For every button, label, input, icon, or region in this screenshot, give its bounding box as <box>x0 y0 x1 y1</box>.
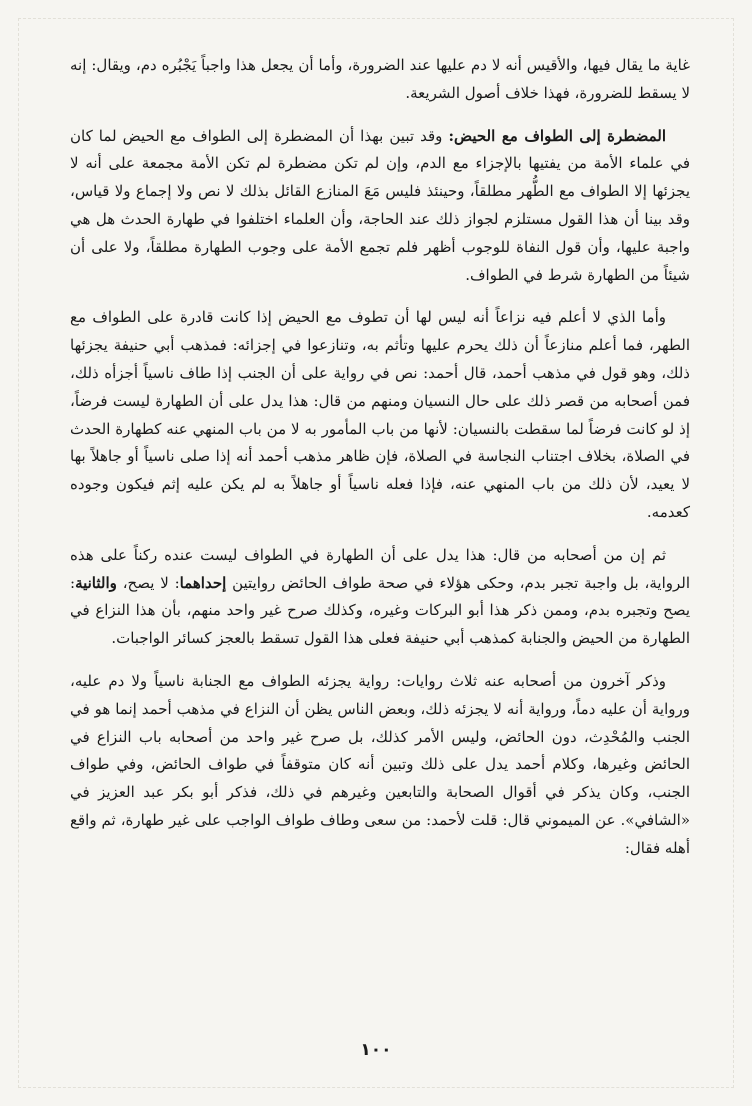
paragraph-p1 <box>70 52 690 108</box>
bold-heading: المضطرة إلى الطواف مع الحيض: <box>448 126 666 145</box>
paragraph-text: وأما الذي لا أعلم فيه نزاعاً أنه ليس لها أن تطوف مع الحيض إذا كانت قادرة على الطواف مع الطهر، فما أعلم منازعاً أن ذلك يحرم عليها وتأثم به، وتنازعوا في إجزائه: فمذهب أبي حنيفة يجزئها ذلك، وهو قول في مذهب أحمد، قال أحمد: نص في رواية على أن الجنب إذا طاف ناسياً أجزأه ذلك، فمن أصحابه من قصر ذلك على حال النسيان ومنهم من قال: هذا يدل على أن الطهارة ليست فرضاً، إذ لو كانت فرضاً لما سقطت بالنسيان: لأنها من باب المأمور به لا من باب المنهي عنه كطهارة الحدث في الصلاة، بخلاف اجتناب النجاسة في الصلاة، فإن ظاهر مذهب أحمد أنه إذا صلى ناسياً أو جاهلاً بها لا يعيد، لأن ذلك من باب المنهي عنه، فإذا فعله ناسياً أو جاهلاً به لم يكن عليه إثم فيكون وجوده كعدمه. <box>70 308 690 521</box>
page-number: ١٠٠ <box>360 1040 392 1060</box>
bold-heading: والثانية <box>75 573 117 592</box>
paragraph-text: غاية ما يقال فيها، والأقيس أنه لا دم عليها عند الضرورة، وأما أن يجعل هذا واجباً يَجْبُره دم، ويقال: إنه لا يسقط للضرورة، فهذا خلاف أصول الشريعة. <box>70 56 690 102</box>
paragraph-text: : يصح وتجبره بدم، وممن ذكر هذا أبو البركات وغيره، وكذلك صرح غير واحد منهم، بأن هذا النزاع في الطهارة من الحيض والجنابة كمذهب أبي حنيفة فعلى هذا القول تسقط بالعجز كسائر الواجبات. <box>70 573 690 648</box>
paragraph-text: وذكر آخرون من أصحابه عنه ثلاث روايات: رواية يجزئه الطواف مع الجنابة ناسياً ولا دم عليه، ورواية أن عليه دماً، ورواية أنه لا يجزئه ذلك، وبعض الناس يظن أن النزاع في مذهب أحمد إنما هو في الجنب والمُحْدِث، دون الحائض، وليس الأمر كذلك، بل صرح غير واحد من أصحابه باب النزاع في الحائض وغيرها، وكلام أحمد يدل على ذلك وتبين أنه كان متوقفاً في طواف الحائض، وفي طواف الجنب، وكان يذكر في أقوال الصحابة والتابعين وغيرهم في ذلك، فذكر أبو بكر عبد العزيز في «الشافي». عن الميموني قال: قلت لأحمد: من سعى وطاف طواف الواجب على غير طهارة، ثم واقع أهله فقال: <box>70 671 690 857</box>
paragraph-text: وقد تبين بهذا أن المضطرة إلى الطواف مع الحيض لما كان في علماء الأمة من يفتيها بالإجزاء مع الدم، وإن لم تكن مضطرة لم تكن الأمة مجمعة على أنه لا يجزئها إلا الطواف مع الطُّهر مطلقاً، وحينئذ فليس مَعَ المنازع القائل بذلك لا نص ولا إجماع ولا قياس، وقد بينا أن هذا القول مستلزم لجواز ذلك عند الحاجة، وأن العلماء اختلفوا في طهارة الحدث هل هي واجبة عليها، وأن قول النفاة للوجوب أظهر فلم تجمع الأمة على وجوب الطهارة مطلقاً، ولا على أن شيئاً من الطهارة شرط في الطواف. <box>70 126 690 284</box>
paragraph-p4 <box>70 542 690 653</box>
paragraph-p2 <box>70 123 690 290</box>
paragraph-p5 <box>70 668 690 863</box>
paragraph-text: : لا يصح، <box>116 573 180 592</box>
body-text <box>70 52 690 863</box>
paragraph-text: ثم إن من أصحابه من قال: هذا يدل على أن الطهارة في الطواف ليست عنده ركناً على هذه الرواية، بل واجبة تجبر بدم، وحكى هؤلاء في صحة طواف الحائض روايتين <box>70 545 690 592</box>
bold-heading: إحداهما <box>179 573 227 592</box>
paragraph-p3 <box>70 304 690 526</box>
